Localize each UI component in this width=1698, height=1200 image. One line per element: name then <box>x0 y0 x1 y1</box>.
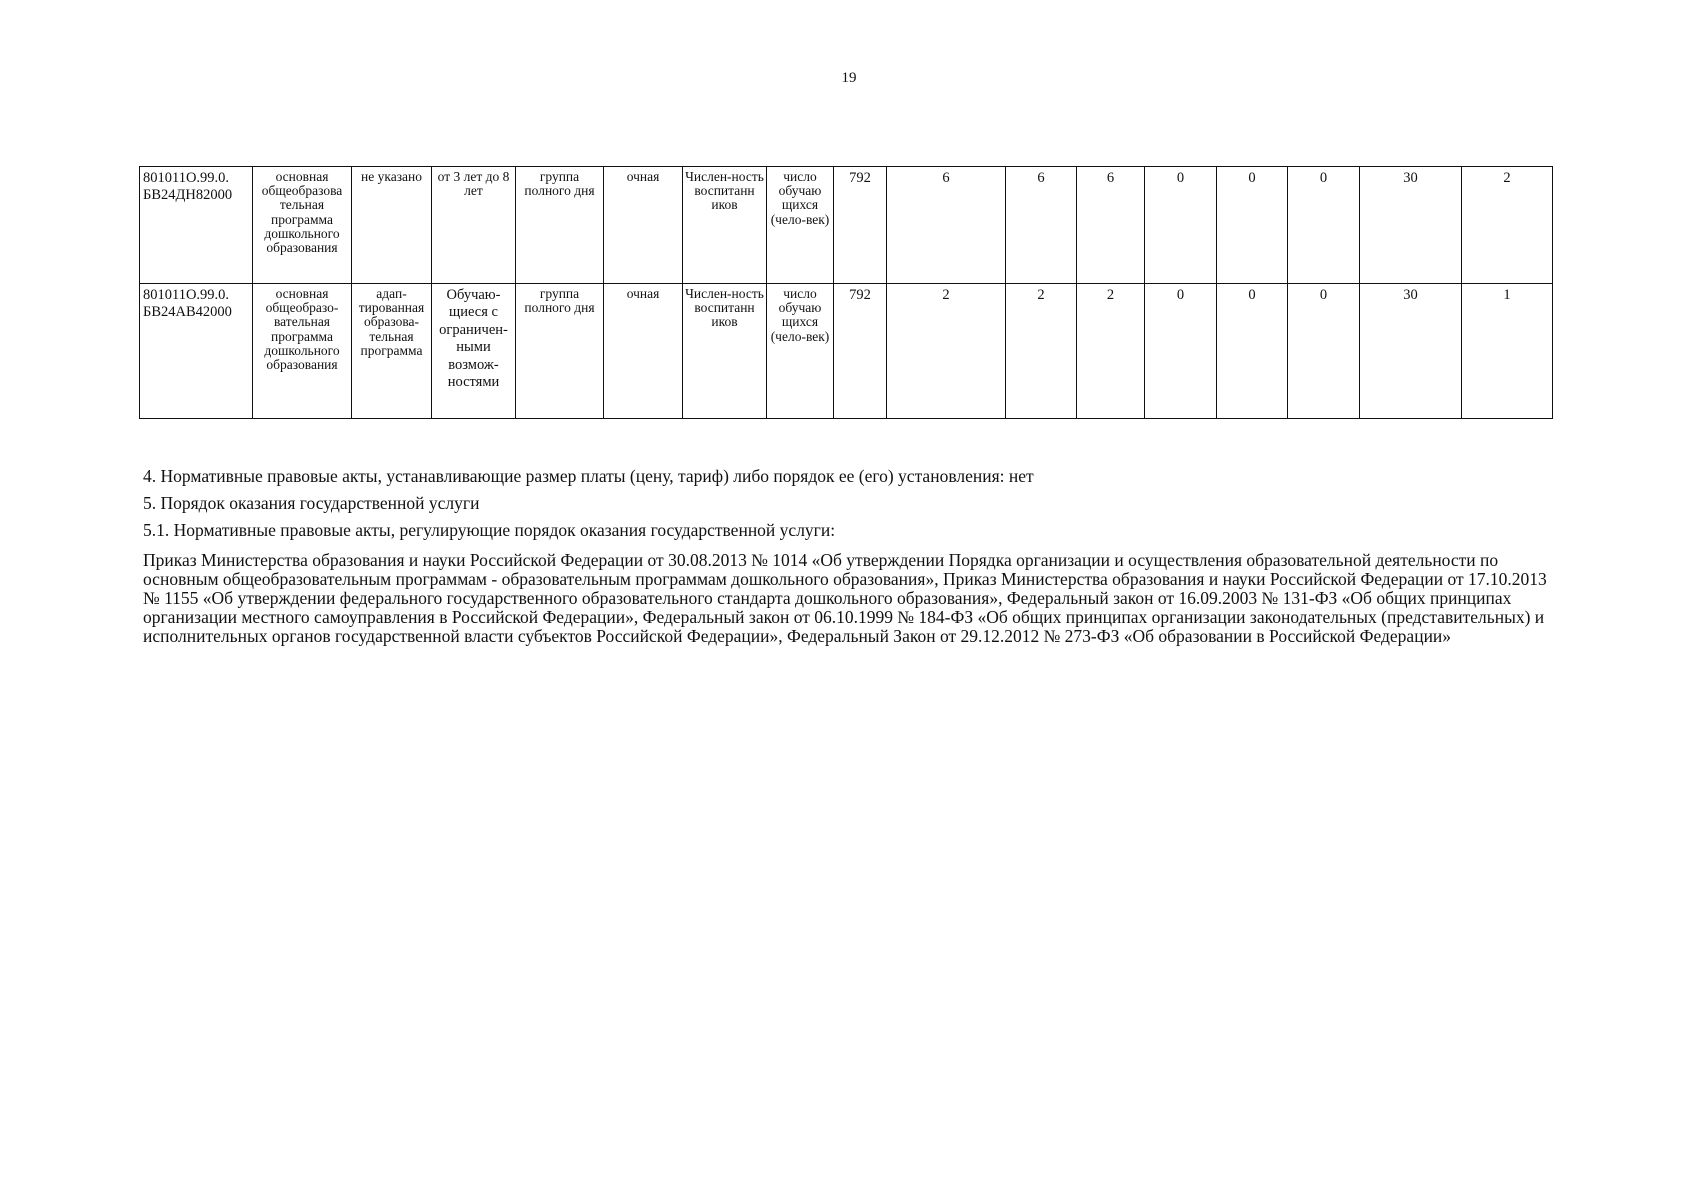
value-cell: 2 <box>1006 284 1077 419</box>
value-cell: 0 <box>1217 167 1288 284</box>
age-category-cell: от 3 лет до 8 лет <box>432 167 516 284</box>
regulations-list-paragraph: Приказ Министерства образования и науки Российской Федерации от 30.08.2013 № 1014 «Об утверждении Порядка организации и осуществления образовательной деятельности по основным общеобразовательным программам - образовательным программам дошкольного образования», Приказ Министерства образования и науки Российской Федерации от 17.10.2013 № 1155 «Об утверждении федерального государственного образовательного стандарта дошкольного образования», Федеральный закон от 16.09.2003 № 131-ФЗ «Об общих принципах организации местного самоуправления в Российской Федерации», Федеральный закон от 06.10.1999 № 184-ФЗ «Об общих принципах организации законодательных (представительных) и исполнительных органов государственной власти субъектов Российской Федерации», Федеральный Закон от 29.12.2012 № 273-ФЗ «Об образовании в Российской Федерации» <box>143 550 1547 646</box>
value-cell: 0 <box>1288 167 1360 284</box>
age-category-cell: Обучаю-щиеся с ограничен-ными возмож-ностями <box>432 284 516 419</box>
education-form-cell: очная <box>604 284 683 419</box>
okei-code-cell: 792 <box>834 284 887 419</box>
registry-code-cell: 801011О.99.0. БВ24ДН82000 <box>140 167 253 284</box>
value-cell: 1 <box>1462 284 1553 419</box>
registry-code-cell: 801011О.99.0. БВ24АВ42000 <box>140 284 253 419</box>
section-5-1-heading: 5.1. Нормативные правовые акты, регулирующие порядок оказания государственной услуги: <box>143 520 836 540</box>
program-type-cell: не указано <box>352 167 432 284</box>
value-cell: 0 <box>1145 284 1217 419</box>
value-cell: 2 <box>1077 284 1145 419</box>
okei-code-cell: 792 <box>834 167 887 284</box>
value-cell: 6 <box>1077 167 1145 284</box>
document-body <box>143 466 1553 651</box>
service-volume-table <box>139 166 1553 419</box>
indicator-cell: Числен-ность воспитанн иков <box>683 284 767 419</box>
value-cell: 6 <box>887 167 1006 284</box>
education-form-cell: очная <box>604 167 683 284</box>
section-5-heading: 5. Порядок оказания государственной услуги <box>143 493 480 513</box>
table-row <box>140 284 1553 419</box>
group-cell: группа полного дня <box>516 167 604 284</box>
value-cell: 30 <box>1360 167 1462 284</box>
value-cell: 0 <box>1288 284 1360 419</box>
program-type-cell: адап-тированная образова-тельная программа <box>352 284 432 419</box>
program-cell: основная общеобразо-вательная программа дошкольного образования <box>253 284 352 419</box>
value-cell: 30 <box>1360 284 1462 419</box>
value-cell: 2 <box>887 284 1006 419</box>
value-cell: 2 <box>1462 167 1553 284</box>
page-number: 19 <box>841 70 857 86</box>
value-cell: 0 <box>1217 284 1288 419</box>
value-cell: 0 <box>1145 167 1217 284</box>
group-cell: группа полного дня <box>516 284 604 419</box>
table-row <box>140 167 1553 284</box>
section-4-paragraph: 4. Нормативные правовые акты, устанавливающие размер платы (цену, тариф) либо порядок ее (его) установления: нет <box>143 466 1034 486</box>
program-cell: основная общеобразова тельная программа дошкольного образования <box>253 167 352 284</box>
indicator-cell: Числен-ность воспитанн иков <box>683 167 767 284</box>
value-cell: 6 <box>1006 167 1077 284</box>
unit-cell: число обучаю щихся (чело-век) <box>767 284 834 419</box>
unit-cell: число обучаю щихся (чело-век) <box>767 167 834 284</box>
